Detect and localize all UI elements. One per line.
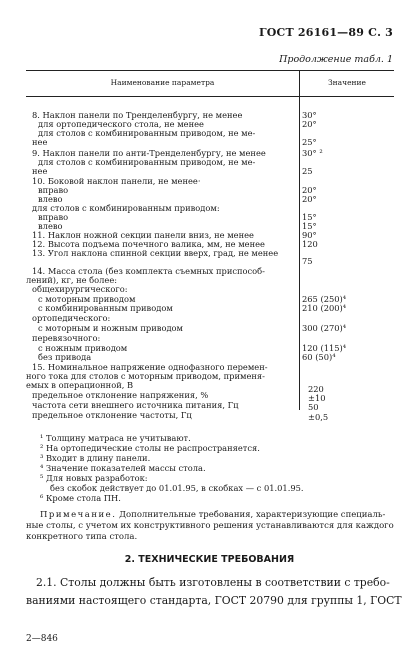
row-value: 60 (50)⁴ [302,352,336,362]
row-value: 25° [302,137,317,147]
row-label: влево [38,221,63,231]
row-value: 30° [302,110,317,120]
table-row [26,380,394,394]
row-value: 120 (115)⁴ [302,343,347,353]
row-label: 8. Наклон панели по Тренделенбургу, не менее [32,110,243,120]
table-top-rule [26,70,394,71]
row-label: ного тока для столов с моторным приводом, применя- [26,371,265,381]
row-label: 11. Наклон ножной секции панели вниз, не менее [32,230,254,240]
row-value: 75 [302,256,313,266]
table-row [26,352,394,362]
row-label: для столов с комбинированным приводом, не ме- [38,157,256,167]
row-label: ортопедического: [32,313,111,323]
table-row [26,333,394,343]
note-line: ные столы, с учетом их конструктивного решения устанавливаются для каждого [26,521,394,531]
note-lead: Примечание. [40,510,117,520]
row-value: 220 [308,384,324,394]
row-label: предельное отклонение напряжения, % [32,390,209,400]
note-block [26,510,394,543]
row-label: нее [32,137,48,147]
table-row [26,410,394,420]
table-header-rule [26,96,394,97]
row-label: 12. Высота подъема почечного валика, мм, не менее [32,239,265,249]
table-row [26,390,394,403]
table-row [26,248,394,266]
note-line: конкретного типа стола. [26,532,138,542]
row-label: с комбинированным приводом [38,303,173,313]
row-value: ±10 [308,393,326,403]
footnote: ¹ Толщину матраса не учитывают. [40,433,191,443]
row-label: 15. Номинальное напряжение однофазного перемен- [32,362,268,372]
row-value: 300 (270)⁴ [302,323,347,333]
row-label: 10. Боковой наклон панели, не менее· [32,176,201,186]
table-row [26,313,394,323]
footnote: ³ Входит в длину панели. [40,453,151,463]
paragraph-line: ваниями настоящего стандарта, ГОСТ 20790 для группы 1, ГОСТ [26,594,402,607]
row-label: частота сети внешнего источника питания, Гц [32,400,239,410]
footnote: ⁴ Значение показателей массы стола. [40,463,206,473]
row-value: 20° [302,119,317,129]
row-value: 30° ² [302,148,323,158]
row-value: 90° [302,230,317,240]
row-label: для столов с комбинированным приводом: [32,203,220,213]
footnote: ⁶ Кроме стола ПН. [40,493,121,503]
row-value: ±0,5 [308,412,329,422]
page-number: 2—846 [26,634,58,644]
footnote: ⁵ Для новых разработок: [40,473,148,483]
row-label: перевязочного: [32,333,101,343]
row-label: вправо [38,212,69,222]
parameters-table [26,70,394,422]
table-row [26,137,394,147]
row-value: 50 [308,402,319,412]
row-label: 9. Наклон панели по анти-Тренделенбургу, не менее [32,148,266,158]
row-value: 25 [302,166,313,176]
row-value: 15° [302,212,317,222]
row-label: лений), кг, не более: [26,275,118,285]
table-row [26,303,394,313]
row-value: 20° [302,194,317,204]
row-value: 120 [302,239,318,249]
paragraph-line: 2.1. Столы должны быть изготовлены в соответствии с требо- [36,576,390,589]
footnote: ² На ортопедические столы не распространяется. [40,443,260,453]
section-title: 2. ТЕХНИЧЕСКИЕ ТРЕБОВАНИЯ [124,554,295,565]
row-value: 20° [302,185,317,195]
table-continuation-label: Продолжение табл. 1 [279,54,393,65]
row-label: 14. Масса стола (без комплекта съемных приспособ- [32,266,265,276]
row-label: для ортопедического стола, не менее [38,119,204,129]
row-value: 15° [302,221,317,231]
row-label: предельное отклонение частоты, Гц [32,410,192,420]
table-row [26,400,394,410]
table-row [26,323,394,333]
row-label: без привода [38,352,92,362]
column-header-parameter: Наименование параметра [110,78,215,87]
footnote: без скобок действует до 01.01.95, в скобках — с 01.01.95. [50,483,304,493]
row-value: 210 (200)⁴ [302,303,347,313]
row-label: с моторным и ножным приводом [38,323,183,333]
row-label: влево [38,194,63,204]
row-label: для столов с комбинированным приводом, не ме- [38,128,256,138]
row-label: вправо [38,185,69,195]
document-code: ГОСТ 26161—89 С. 3 [258,26,393,39]
note-line: Дополнительные требования, характеризующие специаль- [119,510,386,520]
column-header-value: Значение [328,78,366,87]
row-label: нее [32,166,48,176]
row-label: 13. Угол наклона спинной секции вверх, град, не менее [32,248,279,258]
row-label: емых в операционной, В [26,380,134,390]
row-value: 265 (250)⁴ [302,294,347,304]
table-row [26,284,394,294]
table-row [26,166,394,176]
row-label: общехирургического: [32,284,128,294]
row-label: с моторным приводом [38,294,136,304]
row-label: с ножным приводом [38,343,128,353]
